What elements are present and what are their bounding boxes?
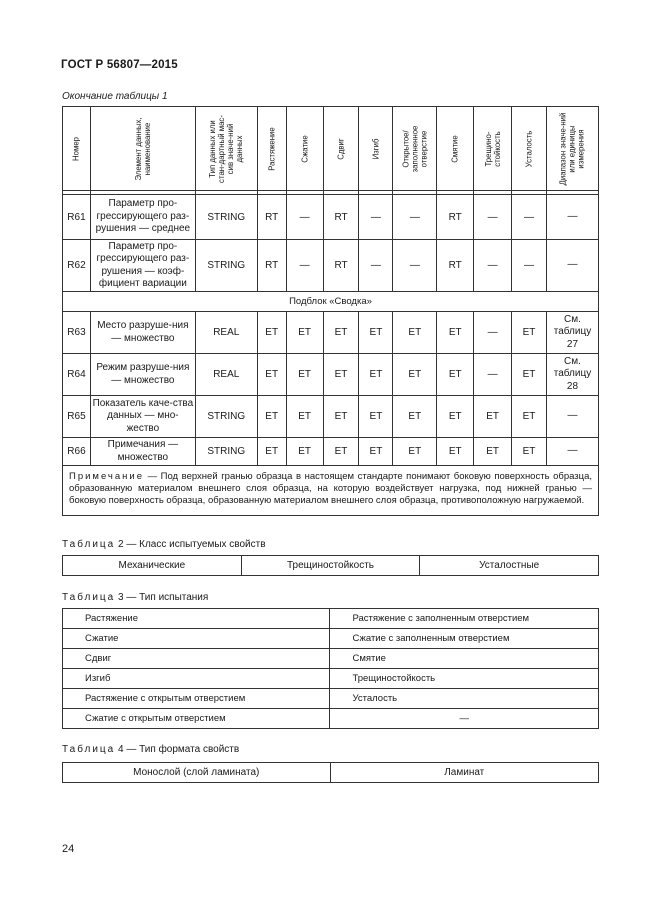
table-cell: R63 (63, 312, 91, 354)
table-cell: Механические (63, 556, 242, 576)
table-cell: — (546, 240, 598, 292)
table-cell: ET (437, 438, 474, 466)
table-cell: Смятие (330, 649, 599, 669)
table-cell: Трещиностойкость (330, 669, 599, 689)
table-cell: ET (393, 438, 437, 466)
table-cell: ET (474, 438, 512, 466)
table-cell: Параметр про-грессирующего раз-рушения — коэф-фициент вариации (90, 240, 195, 292)
table-2 (62, 555, 599, 576)
column-header (546, 107, 598, 191)
table-cell: ET (323, 438, 359, 466)
table-cell: ET (512, 438, 547, 466)
column-header (195, 107, 257, 191)
table-3 (62, 608, 599, 729)
table-cell: REAL (195, 312, 257, 354)
table-cell: R62 (63, 240, 91, 292)
table-cell: — (546, 396, 598, 438)
table-cell: — (359, 195, 393, 240)
table-row (63, 556, 599, 576)
column-header-label: Растяжение (267, 126, 277, 171)
column-header-label: Изгиб (371, 138, 381, 159)
table-row (63, 763, 599, 783)
table-1-rows-b (63, 312, 599, 466)
table-row (63, 629, 599, 649)
table-cell: STRING (195, 240, 257, 292)
table-cell: Примечания — множество (90, 438, 195, 466)
column-header-label: Диапазон значе-ний или единицы измерения (558, 112, 586, 185)
table-cell: ET (257, 312, 286, 354)
column-header-label: Сдвиг (336, 137, 346, 160)
table-cell: ET (474, 396, 512, 438)
table-cell: — (474, 354, 512, 396)
table-cell: ET (359, 354, 393, 396)
column-header (393, 107, 437, 191)
table-cell: Растяжение (63, 609, 330, 629)
column-header (63, 107, 91, 191)
column-header (512, 107, 547, 191)
table-cell: Показатель каче-ства данных — мно-жество (90, 396, 195, 438)
table-cell: Место разруше-ния — множество (90, 312, 195, 354)
table-1-rows-a (63, 195, 599, 292)
table-cell: — (359, 240, 393, 292)
table-cell: ET (359, 396, 393, 438)
table-cell: ET (512, 354, 547, 396)
table-cell: — (474, 240, 512, 292)
table-cell: — (286, 240, 323, 292)
table-cell: ET (393, 354, 437, 396)
column-header (257, 107, 286, 191)
column-header-label: Усталость (524, 130, 534, 167)
table-cell: STRING (195, 438, 257, 466)
table-cell: STRING (195, 195, 257, 240)
table-cell: R64 (63, 354, 91, 396)
table-3-caption: Таблица 3 — Тип испытания (62, 592, 209, 603)
table-row (63, 354, 599, 396)
table-cell: Сжатие с заполненным отверстием (330, 629, 599, 649)
table-cell: RT (323, 195, 359, 240)
table-cell: ET (323, 354, 359, 396)
column-header-label: Трещино-стойкость (483, 130, 502, 167)
table-continuation-caption: Окончание таблицы 1 (62, 91, 168, 102)
table-cell: — (546, 438, 598, 466)
table-cell: — (393, 240, 437, 292)
table-cell: Усталостные (420, 556, 599, 576)
note-label: Примечание (69, 471, 144, 482)
column-header (474, 107, 512, 191)
table-cell: RT (437, 240, 474, 292)
table-note (63, 466, 599, 516)
column-header (437, 107, 474, 191)
table-cell: STRING (195, 396, 257, 438)
table-cell: REAL (195, 354, 257, 396)
table-cell: Сдвиг (63, 649, 330, 669)
table-row (63, 669, 599, 689)
table-cell: ET (286, 354, 323, 396)
table-cell: Параметр про-грессирующего раз-рушения — среднее (90, 195, 195, 240)
table-4 (62, 762, 599, 783)
table-cell: Изгиб (63, 669, 330, 689)
table-cell: RT (257, 240, 286, 292)
table-cell: ET (437, 396, 474, 438)
column-header-label: Элемент данных, наименование (133, 116, 152, 181)
document-header: ГОСТ Р 56807—2015 (61, 59, 178, 71)
table-cell: ET (323, 396, 359, 438)
column-header (359, 107, 393, 191)
table-cell: Режим разруше-ния — множество (90, 354, 195, 396)
column-header-label: Сжатие (300, 134, 310, 163)
table-cell: ET (437, 354, 474, 396)
table-cell: — (474, 312, 512, 354)
table-cell: ET (257, 354, 286, 396)
table-cell: ET (437, 312, 474, 354)
table-cell: Усталость (330, 689, 599, 709)
table-cell: — (546, 195, 598, 240)
table-cell: См. таблицу 27 (546, 312, 598, 354)
column-header (90, 107, 195, 191)
note-row (63, 466, 599, 516)
table-cell: ET (359, 438, 393, 466)
column-header (323, 107, 359, 191)
table-cell: ET (257, 438, 286, 466)
table-cell: Ламинат (330, 763, 599, 783)
table-cell: Растяжение с заполненным отверстием (330, 609, 599, 629)
section-title: Подблок «Сводка» (63, 292, 599, 312)
table-cell: — (330, 709, 599, 729)
table-row (63, 312, 599, 354)
table-row (63, 709, 599, 729)
column-header-label: Номер (71, 136, 81, 161)
table-cell: RT (257, 195, 286, 240)
table-cell: RT (323, 240, 359, 292)
table-cell: Растяжение с открытым отверстием (63, 689, 330, 709)
column-header-label: Тип данных или стан-дартный мас-сив значе-ний данных (208, 114, 245, 183)
table-cell: ET (323, 312, 359, 354)
table-cell: — (512, 240, 547, 292)
table-cell: ET (257, 396, 286, 438)
table-cell: ET (286, 438, 323, 466)
section-row (63, 292, 599, 312)
table-cell: ET (393, 312, 437, 354)
table-cell: ET (512, 312, 547, 354)
column-header-label: Открытое/ заполненное отверстие (401, 125, 429, 172)
table-cell: Сжатие (63, 629, 330, 649)
table-1 (62, 106, 599, 516)
column-header (286, 107, 323, 191)
table-cell: — (474, 195, 512, 240)
table-cell: Сжатие с открытым отверстием (63, 709, 330, 729)
table-row (63, 438, 599, 466)
table-4-caption: Таблица 4 — Тип формата свойств (62, 744, 240, 755)
table-1-header-row (63, 107, 599, 191)
table-row (63, 609, 599, 629)
table-row (63, 195, 599, 240)
table-cell: Трещиностойкость (241, 556, 420, 576)
table-cell: R66 (63, 438, 91, 466)
table-cell: См. таблицу 28 (546, 354, 598, 396)
table-cell: — (393, 195, 437, 240)
table-cell: ET (286, 396, 323, 438)
table-2-caption: Таблица 2 — Класс испытуемых свойств (62, 539, 266, 550)
table-row (63, 689, 599, 709)
table-cell: RT (437, 195, 474, 240)
table-row (63, 649, 599, 669)
table-row (63, 396, 599, 438)
table-cell: ET (286, 312, 323, 354)
table-cell: ET (359, 312, 393, 354)
table-cell: — (286, 195, 323, 240)
table-cell: ET (512, 396, 547, 438)
column-header-label: Смятие (450, 134, 460, 163)
table-cell: R61 (63, 195, 91, 240)
table-cell: R65 (63, 396, 91, 438)
table-row (63, 240, 599, 292)
table-cell: Монослой (слой ламината) (63, 763, 331, 783)
table-cell: — (512, 195, 547, 240)
note-text: — Под верхней гранью образца в настоящем стандарте понимают боковую поверхность образца, образованную материалом внешнего слоя образца, на которую воздействует нагрузка, под нижней гранью — боковую поверхность образца, образованную материалом внешнего слоя образца, противоположную нагружаемой. (69, 471, 592, 506)
page-number: 24 (62, 843, 75, 855)
table-cell: ET (393, 396, 437, 438)
